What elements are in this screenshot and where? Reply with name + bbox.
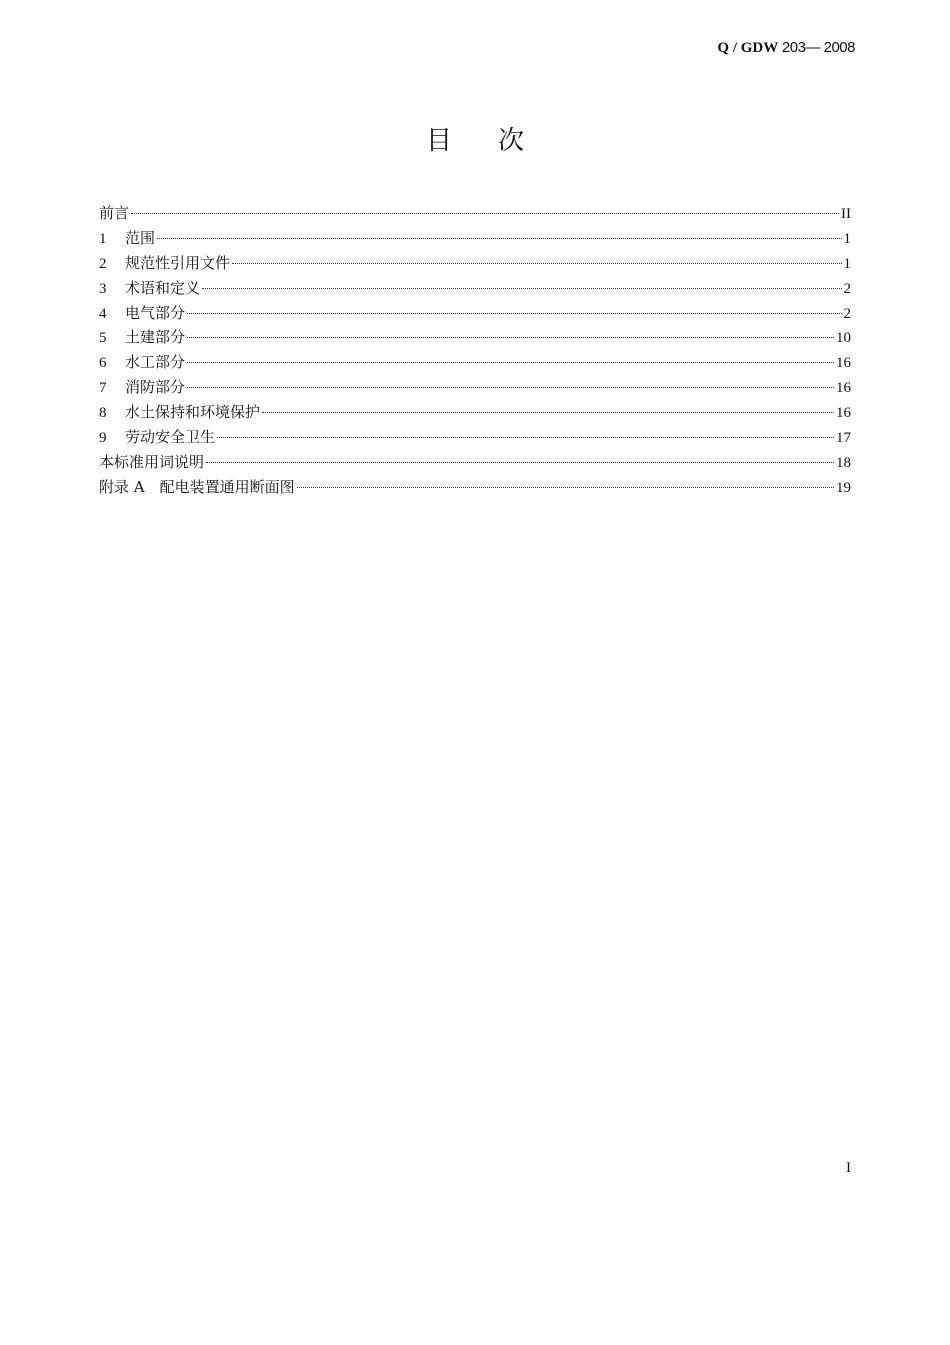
toc-entry-label: 水工部分	[125, 353, 186, 372]
toc-entry-page: 18	[836, 454, 851, 471]
toc-entry[interactable]	[99, 400, 851, 425]
page-title: 目次	[425, 126, 570, 156]
toc-entry-label: 范围	[125, 228, 156, 247]
toc-dot-leader	[187, 362, 834, 363]
toc-entry[interactable]	[99, 375, 851, 400]
toc-entry-label: 电气部分	[125, 303, 186, 322]
toc-dot-leader	[157, 238, 841, 239]
toc-entry-label: 土建部分	[125, 328, 186, 347]
toc-entry-number: 9	[99, 430, 107, 447]
toc-entry-page: 1	[843, 230, 851, 247]
toc-entry-number: 5	[99, 330, 107, 347]
toc-entry-label: 规范性引用文件	[125, 253, 231, 272]
toc-dot-leader	[297, 487, 834, 488]
toc-entry[interactable]	[99, 450, 851, 475]
toc-entry-label: 本标准用词说明	[99, 452, 205, 471]
toc-entry-page: 16	[836, 355, 851, 372]
toc-entry[interactable]	[99, 201, 851, 226]
toc-dot-leader	[187, 337, 834, 338]
toc-entry-page: 2	[843, 305, 851, 322]
page-number: I	[846, 1160, 851, 1176]
toc-entry-label: 水土保持和环境保护	[125, 403, 261, 422]
toc-entry-page: 19	[836, 479, 851, 496]
toc-entry[interactable]	[99, 251, 851, 276]
toc-entry[interactable]	[99, 350, 851, 375]
toc-entry-number: 3	[99, 280, 107, 297]
toc-entry-page: II	[841, 206, 851, 222]
toc-entry-label: 附录 A 配电装置通用断面图	[99, 477, 295, 496]
standard-prefix: Q / GDW	[717, 40, 779, 56]
toc-entry-page: 2	[843, 280, 851, 297]
document-code	[717, 38, 855, 57]
toc-entry-page: 16	[836, 380, 851, 397]
table-of-contents	[99, 201, 851, 500]
toc-entry[interactable]	[99, 325, 851, 350]
toc-dot-leader	[187, 387, 834, 388]
toc-entry[interactable]	[99, 425, 851, 450]
toc-entry[interactable]	[99, 301, 851, 326]
toc-entry-number: 7	[99, 380, 107, 397]
toc-entry-page: 1	[843, 255, 851, 272]
toc-dot-leader	[187, 313, 841, 314]
toc-dot-leader	[202, 288, 841, 289]
toc-entry-number: 1	[99, 230, 107, 247]
toc-entry-number: 6	[99, 355, 107, 372]
toc-entry-label: 术语和定义	[125, 278, 201, 297]
toc-entry-page: 10	[836, 330, 851, 347]
toc-dot-leader	[232, 263, 841, 264]
toc-dot-leader	[131, 213, 839, 214]
toc-entry-number: 4	[99, 305, 107, 322]
standard-number: 203— 2008	[778, 39, 855, 56]
toc-dot-leader	[206, 462, 834, 463]
toc-entry[interactable]	[99, 276, 851, 301]
toc-entry-page: 17	[836, 430, 851, 447]
toc-entry-number: 8	[99, 405, 107, 422]
toc-entry-label: 消防部分	[125, 378, 186, 397]
toc-entry-label: 劳动安全卫生	[125, 428, 216, 447]
toc-entry-number: 2	[99, 255, 107, 272]
toc-entry[interactable]	[99, 226, 851, 251]
toc-entry[interactable]	[99, 475, 851, 500]
toc-entry-page: 16	[836, 405, 851, 422]
toc-entry-label: 前言	[99, 204, 130, 222]
toc-dot-leader	[217, 437, 834, 438]
toc-dot-leader	[262, 412, 834, 413]
